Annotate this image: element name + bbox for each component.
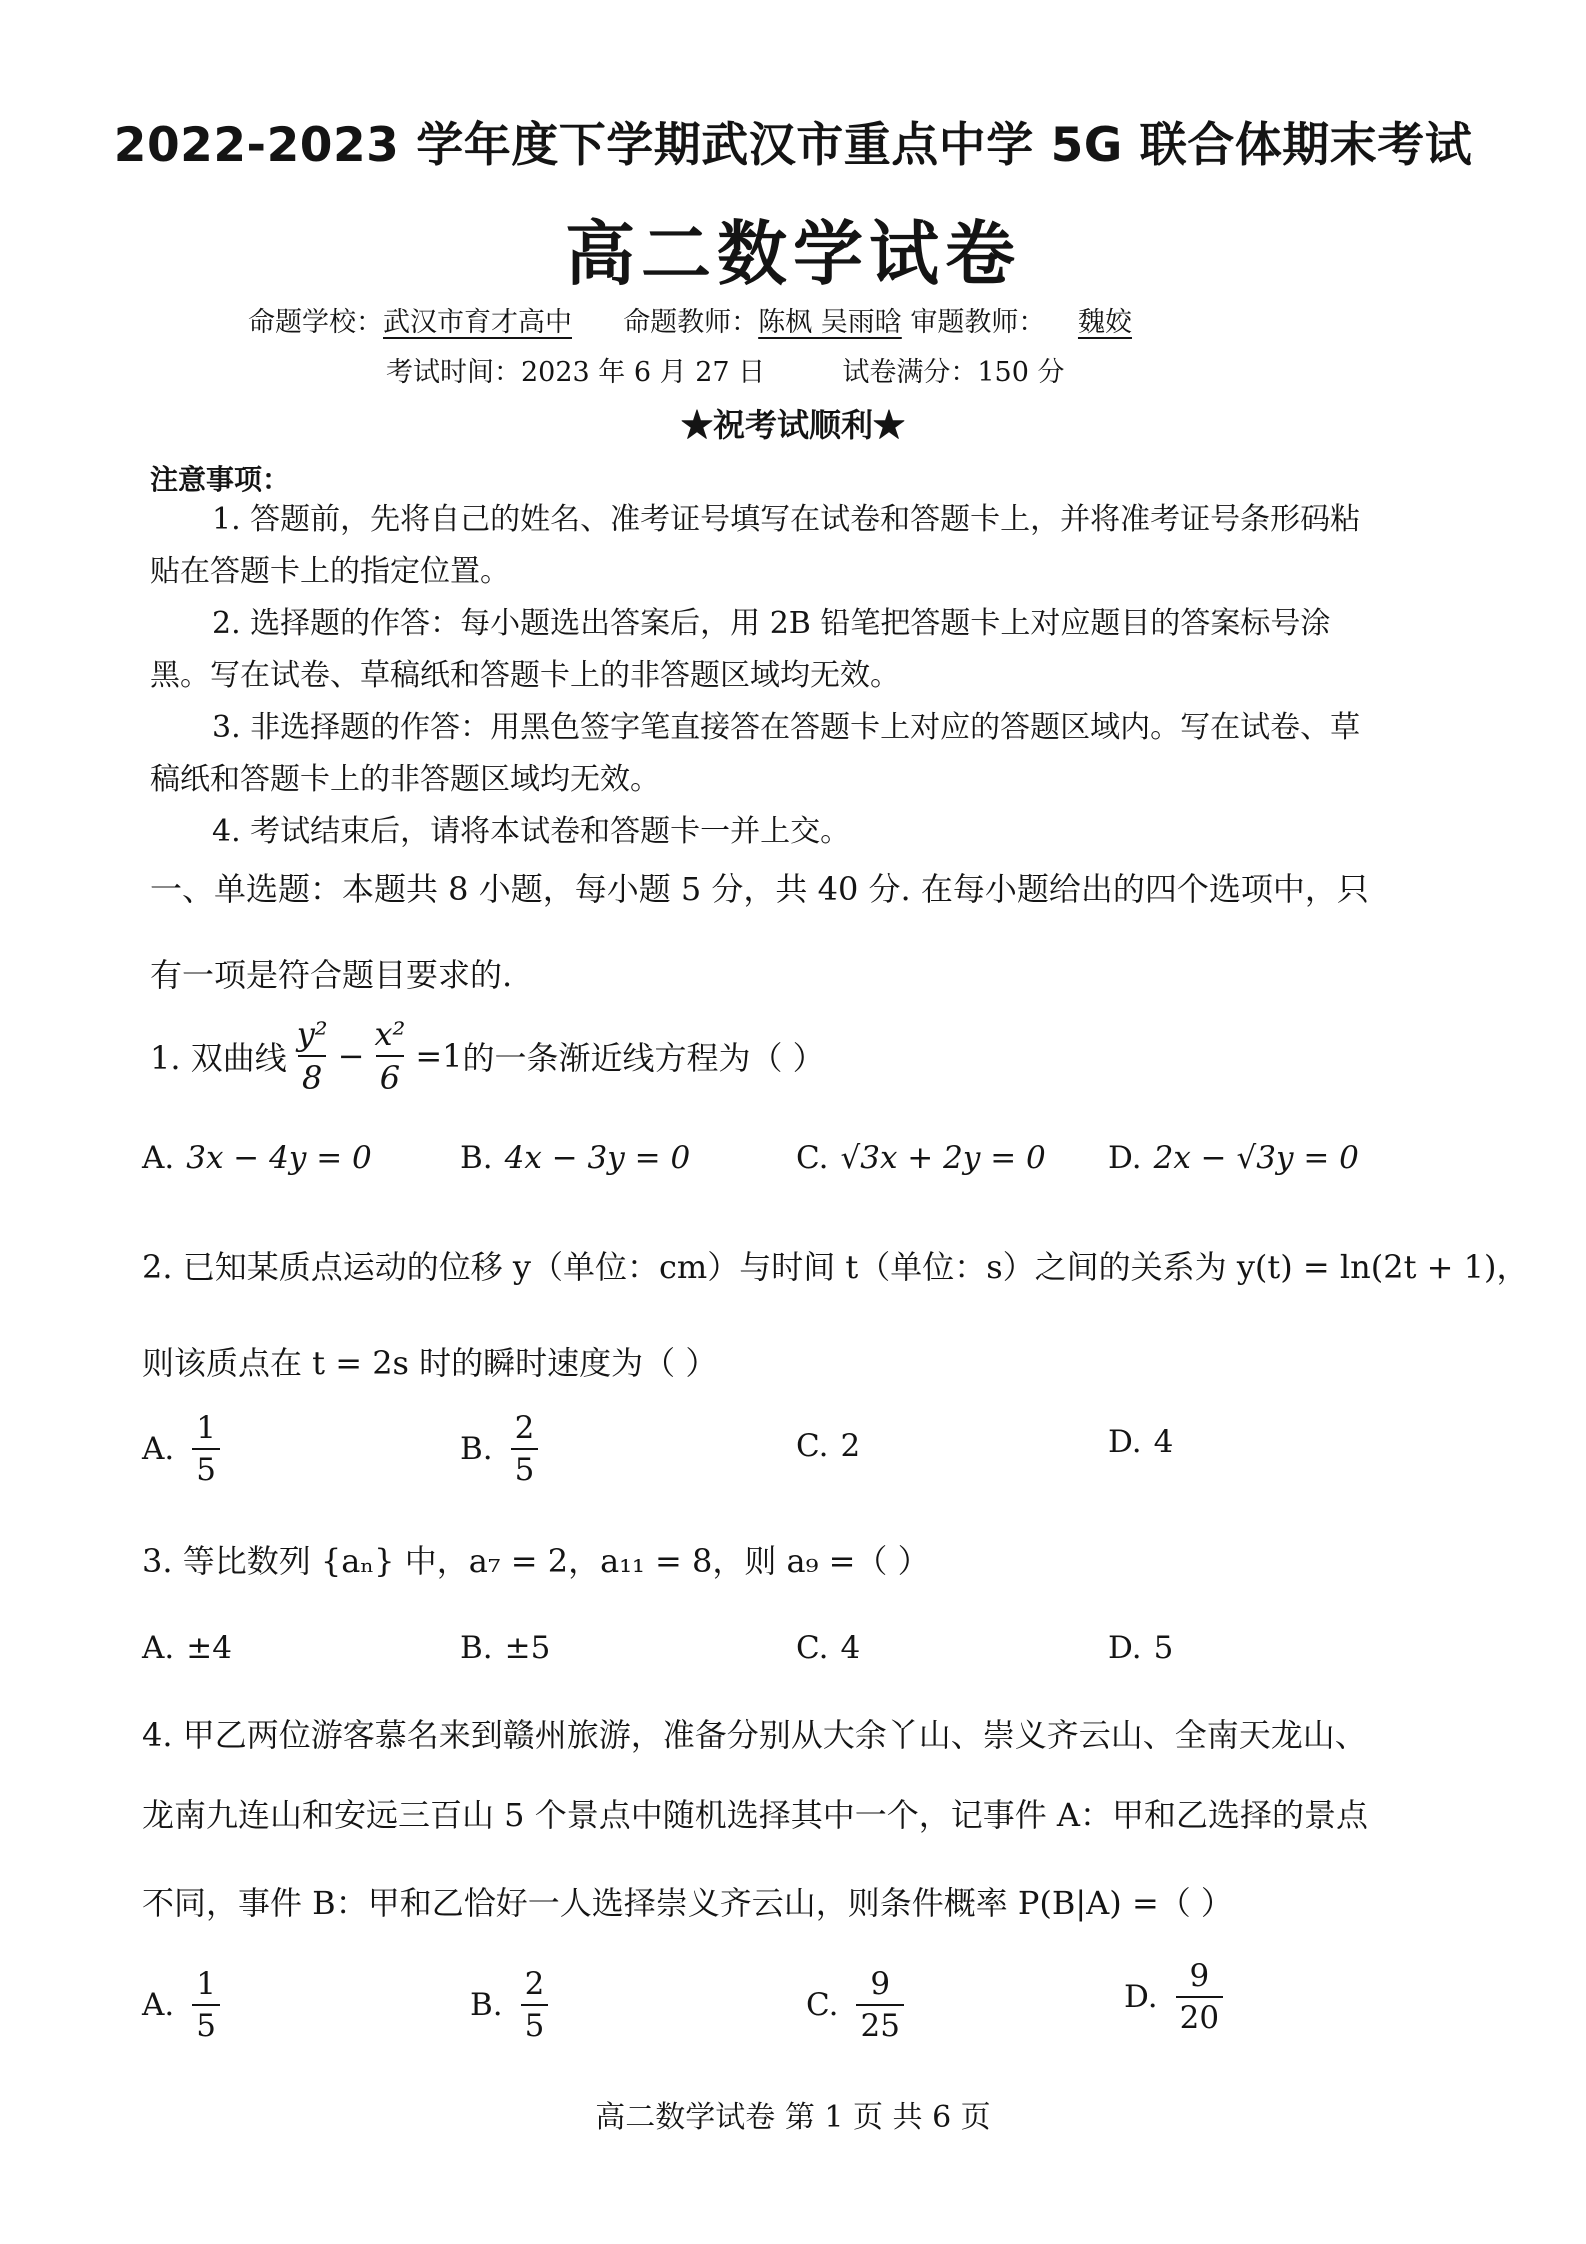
q1-suffix: 的一条渐近线方程为（ ） bbox=[462, 1039, 825, 1077]
q3-a-value: ±4 bbox=[186, 1630, 232, 1666]
school-label: 命题学校： bbox=[248, 307, 383, 338]
note-item-1: 1. 答题前，先将自己的姓名、准考证号填写在试卷和答题卡上，并将准考证号条形码粘贴在答题卡上的指定位置。 bbox=[150, 502, 1361, 589]
notes-heading: 注意事项： bbox=[150, 463, 291, 496]
q1-minus: − bbox=[337, 1037, 365, 1075]
reviewer-label: 审题教师： bbox=[910, 307, 1046, 338]
q2-d-label: D. bbox=[1108, 1424, 1142, 1460]
q1-b-label: B. bbox=[460, 1140, 493, 1176]
reviewer-name: 魏姣 bbox=[1077, 307, 1132, 338]
q4-d-fraction bbox=[1176, 1958, 1223, 2036]
q4-a-den: 5 bbox=[192, 2004, 220, 2044]
q1-b-value: 4x − 3y = 0 bbox=[504, 1140, 691, 1176]
q4-b-fraction bbox=[521, 1966, 549, 2044]
q1-option-a bbox=[142, 1140, 372, 1176]
q1-x2: x² bbox=[374, 1015, 406, 1053]
q2-a-fraction bbox=[192, 1410, 220, 1488]
q1-c-value: √3x + 2y = 0 bbox=[840, 1140, 1046, 1176]
q4-a-num: 1 bbox=[196, 1966, 216, 2002]
exam-subtitle: 高二数学试卷 bbox=[565, 213, 1021, 295]
exam-time-info bbox=[386, 350, 1064, 389]
q1-option-b bbox=[460, 1140, 690, 1176]
q4-option-d bbox=[1124, 1958, 1229, 2036]
question-4-line-2: 龙南九连山和安远三百山 5 个景点中随机选择其中一个，记事件 A：甲和乙选择的景点 bbox=[142, 1796, 1368, 1834]
q3-c-value: 4 bbox=[840, 1630, 861, 1666]
q1-y2: y² bbox=[296, 1015, 328, 1053]
q1-d-value: 2x − √3y = 0 bbox=[1153, 1140, 1359, 1176]
q1-den-6: 6 bbox=[376, 1055, 404, 1097]
q3-option-a bbox=[142, 1630, 232, 1666]
q2-option-d bbox=[1108, 1424, 1173, 1460]
q4-c-fraction bbox=[856, 1966, 903, 2044]
q3-b-value: ±5 bbox=[504, 1630, 551, 1666]
q3-d-value: 5 bbox=[1153, 1630, 1174, 1666]
q1-den-8: 8 bbox=[298, 1055, 326, 1097]
q3-a-label: A. bbox=[142, 1630, 175, 1666]
question-4-line-1: 4. 甲乙两位游客慕名来到赣州旅游，准备分别从大余丫山、崇义齐云山、全南天龙山、 bbox=[142, 1716, 1367, 1754]
q1-c-label: C. bbox=[796, 1140, 829, 1176]
authoring-info bbox=[248, 300, 1132, 339]
q2-d-value: 4 bbox=[1153, 1424, 1174, 1460]
section-instructions: 一、单选题：本题共 8 小题，每小题 5 分，共 40 分. 在每小题给出的四个选项中，只有一项是符合题目要求的. bbox=[150, 870, 1369, 994]
q1-a-value: 3x − 4y = 0 bbox=[186, 1140, 372, 1176]
q4-option-a bbox=[142, 1966, 226, 2044]
q2-option-c bbox=[796, 1428, 860, 1464]
q3-option-b bbox=[460, 1630, 550, 1666]
q4-a-label: A. bbox=[142, 1987, 175, 2023]
exam-date: 2023 年 6 月 27 日 bbox=[521, 357, 766, 388]
q4-option-b bbox=[470, 1966, 554, 2044]
question-2-line-2: 则该质点在 t = 2s 时的瞬时速度为（ ） bbox=[142, 1344, 718, 1382]
q3-d-label: D. bbox=[1108, 1630, 1142, 1666]
q4-b-label: B. bbox=[470, 1987, 503, 2023]
exam-title: 2022-2023 学年度下学期武汉市重点中学 5G 联合体期末考试 bbox=[113, 118, 1473, 173]
note-item-2: 2. 选择题的作答：每小题选出答案后，用 2B 铅笔把答题卡上对应题目的答案标号涂黑。写在试卷、草稿纸和答题卡上的非答题区域均无效。 bbox=[150, 606, 1331, 693]
q4-b-den: 5 bbox=[521, 2004, 549, 2044]
q3-c-label: C. bbox=[796, 1630, 829, 1666]
question-2-line-1: 2. 已知某质点运动的位移 y（单位：cm）与时间 t（单位：s）之间的关系为 y(t) = ln(2t + 1)， bbox=[142, 1248, 1529, 1286]
q4-c-den: 25 bbox=[856, 2004, 903, 2044]
q4-c-label: C. bbox=[806, 1987, 839, 2023]
full-score: 150 分 bbox=[977, 357, 1065, 388]
teacher-names: 陈枫 吴雨晗 bbox=[758, 307, 902, 338]
q4-option-c bbox=[806, 1966, 910, 2044]
q1-d-label: D. bbox=[1108, 1140, 1142, 1176]
score-label: 试卷满分： bbox=[842, 357, 978, 388]
q3-option-c bbox=[796, 1630, 860, 1666]
q2-b-fraction bbox=[511, 1410, 539, 1488]
q4-c-num: 9 bbox=[870, 1966, 891, 2002]
q1-a-label: A. bbox=[142, 1140, 175, 1176]
q2-b-num: 2 bbox=[514, 1410, 535, 1446]
q2-a-num: 1 bbox=[196, 1410, 216, 1446]
q2-c-value: 2 bbox=[840, 1428, 861, 1464]
q4-a-fraction bbox=[192, 1966, 220, 2044]
q2-c-label: C. bbox=[796, 1428, 829, 1464]
q2-option-a bbox=[142, 1410, 226, 1488]
note-item-4: 4. 考试结束后，请将本试卷和答题卡一并上交。 bbox=[212, 814, 851, 849]
q1-prefix: 1. 双曲线 bbox=[150, 1039, 287, 1077]
q4-b-num: 2 bbox=[524, 1966, 545, 2002]
q3-b-label: B. bbox=[460, 1630, 493, 1666]
q1-fraction-y bbox=[293, 1015, 332, 1097]
q1-option-c bbox=[796, 1140, 1046, 1176]
q1-eq: =1 bbox=[415, 1037, 463, 1075]
good-luck-banner: ★祝考试顺利★ bbox=[680, 406, 905, 444]
school-name: 武汉市育才高中 bbox=[383, 307, 572, 338]
question-4-line-3: 不同，事件 B：甲和乙恰好一人选择崇义齐云山，则条件概率 P(B|A) =（ ） bbox=[142, 1884, 1233, 1922]
q4-d-label: D. bbox=[1124, 1979, 1158, 2015]
q2-a-label: A. bbox=[142, 1431, 175, 1467]
page-footer: 高二数学试卷 第 1 页 共 6 页 bbox=[595, 2100, 991, 2135]
q4-d-num: 9 bbox=[1189, 1958, 1210, 1994]
time-label: 考试时间： bbox=[386, 357, 521, 388]
q1-option-d bbox=[1108, 1140, 1359, 1176]
q2-option-b bbox=[460, 1410, 544, 1488]
question-1 bbox=[150, 1015, 825, 1097]
question-3: 3. 等比数列 {aₙ} 中，a₇ = 2，a₁₁ = 8，则 a₉ =（ ） bbox=[142, 1542, 930, 1580]
q4-d-den: 20 bbox=[1176, 1996, 1223, 2036]
q2-a-den: 5 bbox=[192, 1448, 220, 1488]
teacher-label: 命题教师： bbox=[623, 307, 759, 338]
q2-b-label: B. bbox=[460, 1431, 493, 1467]
q3-option-d bbox=[1108, 1630, 1173, 1666]
q2-b-den: 5 bbox=[511, 1448, 539, 1488]
q1-fraction-x bbox=[370, 1015, 409, 1097]
note-item-3: 3. 非选择题的作答：用黑色签字笔直接答在答题卡上对应的答题区域内。写在试卷、草稿纸和答题卡上的非答题区域均无效。 bbox=[150, 710, 1361, 797]
